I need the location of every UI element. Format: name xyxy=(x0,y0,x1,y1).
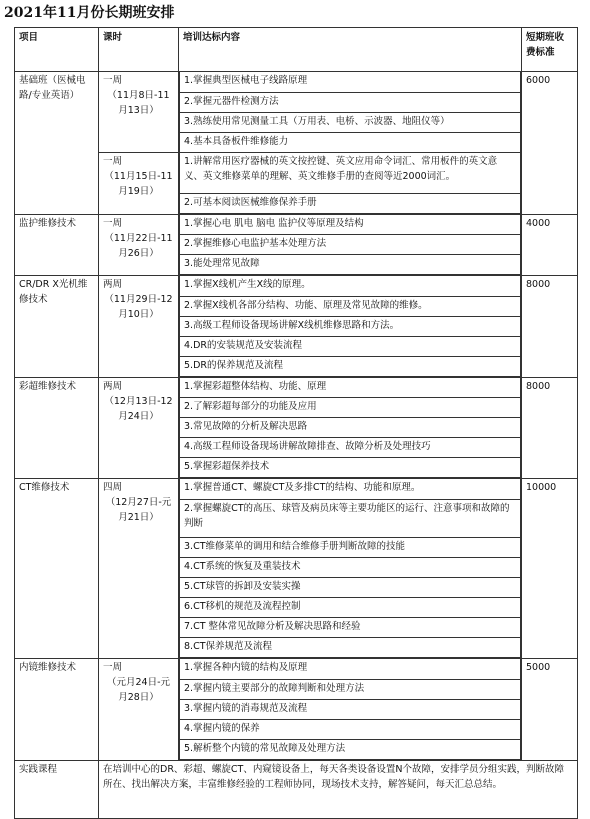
period-cell xyxy=(99,276,179,378)
list-item: 4.高级工程师设备现场讲解故障排查、故障分析及处理技巧 xyxy=(180,438,521,458)
list-item: 2.掌握内镜主要部分的故障判断和处理方法 xyxy=(180,679,521,699)
header-project: 项目 xyxy=(15,28,99,72)
list-item: 4.基本具备板件维修能力 xyxy=(180,132,521,152)
list-item: 4.DR的安装规范及安装流程 xyxy=(180,336,521,356)
list-item: 1.掌握普通CT、螺旋CT及多排CT的结构、功能和原理。 xyxy=(180,479,521,499)
project-cell: 基础班（医械电路/专业英语） xyxy=(15,72,99,215)
period-block: 一周 （元月24日-元月28日） xyxy=(103,662,171,703)
header-fee: 短期班收费标准 xyxy=(522,28,578,72)
list-item: 6.CT移机的规范及流程控制 xyxy=(180,597,521,617)
fee-cell: 8000 xyxy=(522,276,578,378)
list-item: 2.掌握维修心电监护基本处理方法 xyxy=(180,235,521,255)
table-row xyxy=(15,72,578,215)
project-cell: 内镜维修技术 xyxy=(15,659,99,761)
list-item: 1.掌握彩超整体结构、功能、原理 xyxy=(180,378,521,398)
list-item: 1.讲解常用医疗器械的英文按控键、英文应用命令词汇、常用板件的英文意义、英文维修菜单的理解、英文维修手册的查阅等近2000词汇。 xyxy=(180,152,521,193)
list-item: 3.能处理常见故障 xyxy=(180,255,521,275)
list-item: 5.掌握彩超保养技术 xyxy=(180,458,521,478)
table-row xyxy=(15,659,578,761)
list-item: 3.常见故障的分析及解决思路 xyxy=(180,418,521,438)
list-item: 2.了解彩超每部分的功能及应用 xyxy=(180,398,521,418)
content-cell xyxy=(179,659,522,761)
practice-text: 在培训中心的DR、彩超、螺旋CT、内窥镜设备上，每天各类设备设置N个故障，安排学员分组实践，判断故障所在、找出解决方案，丰富维修经验的工程师协同，现场技术支持，解答疑问，每天汇总总结。 xyxy=(99,760,578,818)
content-cell xyxy=(179,377,522,479)
period-block: 一周 （11月15日-11月19日） xyxy=(99,152,178,212)
list-item: 2.掌握螺旋CT的高压、球管及病员床等主要功能区的运行、注意事项和故障的判断 xyxy=(180,499,521,537)
content-cell xyxy=(179,214,522,276)
fee-cell: 6000 xyxy=(522,72,578,215)
list-item: 5.DR的保养规范及流程 xyxy=(180,356,521,376)
period-block: 一周 （11月8日-11月13日） xyxy=(103,75,170,116)
period-cell xyxy=(99,214,179,276)
list-item: 3.熟练使用常见测量工具（万用表、电桥、示波器、地阻仪等） xyxy=(180,112,521,132)
list-item: 1.掌握典型医械电子线路原理 xyxy=(180,72,521,92)
list-item: 5.CT球管的拆卸及安装实操 xyxy=(180,577,521,597)
table-row xyxy=(15,377,578,479)
table-row xyxy=(15,214,578,276)
practice-label: 实践课程 xyxy=(15,760,99,818)
content-cell xyxy=(179,276,522,378)
list-item: 1.掌握X线机产生X线的原理。 xyxy=(180,276,521,296)
list-item: 3.掌握内镜的消毒规范及流程 xyxy=(180,699,521,719)
project-cell: CT维修技术 xyxy=(15,479,99,659)
table-row xyxy=(15,479,578,659)
fee-cell: 10000 xyxy=(522,479,578,659)
period-block: 两周 （11月29日-12月10日） xyxy=(103,279,173,320)
content-cell xyxy=(179,479,522,659)
list-item: 2.掌握X线机各部分结构、功能、原理及常见故障的维修。 xyxy=(180,296,521,316)
fee-cell: 8000 xyxy=(522,377,578,479)
list-item: 1.掌握各种内镜的结构及原理 xyxy=(180,659,521,679)
header-content: 培训达标内容 xyxy=(179,28,522,72)
fee-cell: 5000 xyxy=(522,659,578,761)
header-row xyxy=(15,28,578,72)
list-item: 3.CT维修菜单的调用和结合维修手册判断故障的技能 xyxy=(180,537,521,557)
page-title: 2021年11月份长期班安排 xyxy=(4,5,175,21)
period-cell xyxy=(99,479,179,659)
period-cell xyxy=(99,659,179,761)
list-item: 7.CT 整体常见故障分析及解决思路和经验 xyxy=(180,617,521,637)
table-row xyxy=(15,276,578,378)
project-cell: CR/DR X光机维修技术 xyxy=(15,276,99,378)
project-cell: 监护维修技术 xyxy=(15,214,99,276)
fee-cell: 4000 xyxy=(522,214,578,276)
schedule-table xyxy=(14,27,578,819)
period-block: 四周 （12月27日-元月21日） xyxy=(103,482,172,523)
period-block: 两周 （12月13日-12月24日） xyxy=(103,380,173,422)
period-block: 一周 （11月22日-11月26日） xyxy=(103,217,173,259)
list-item: 5.解析整个内镜的常见故障及处理方法 xyxy=(180,739,521,759)
practice-row xyxy=(15,760,578,818)
list-item: 8.CT保养规范及流程 xyxy=(180,637,521,657)
period-cell xyxy=(99,377,179,479)
list-item: 1.掌握心电 肌电 脑电 监护仪等原理及结构 xyxy=(180,215,521,235)
period-cell xyxy=(99,72,179,215)
list-item: 4.掌握内镜的保养 xyxy=(180,719,521,739)
list-item: 4.CT系统的恢复及重装技术 xyxy=(180,557,521,577)
project-cell: 彩超维修技术 xyxy=(15,377,99,479)
list-item: 2.掌握元器件检测方法 xyxy=(180,92,521,112)
list-item: 2.可基本阅读医械维修保养手册 xyxy=(180,193,521,213)
list-item: 3.高级工程师设备现场讲解X线机维修思路和方法。 xyxy=(180,316,521,336)
header-period: 课时 xyxy=(99,28,179,72)
content-cell xyxy=(179,72,522,215)
